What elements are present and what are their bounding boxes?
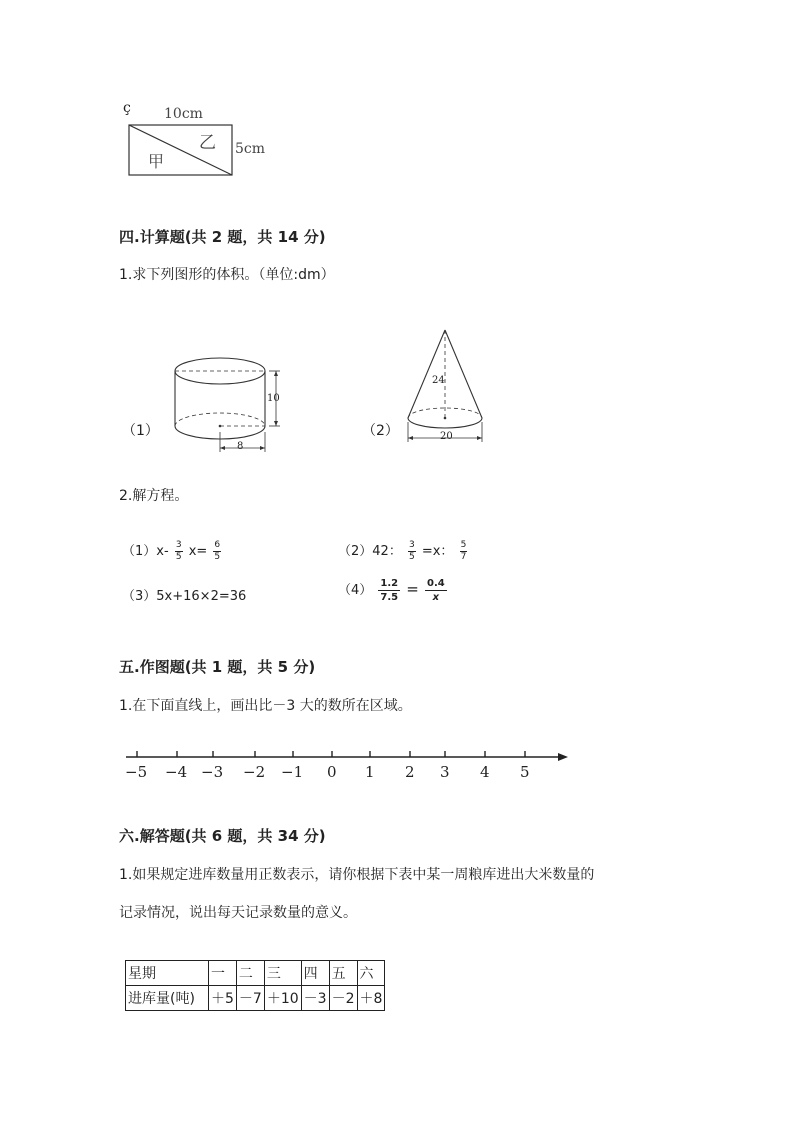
- eq4-f2-den: x: [432, 592, 440, 603]
- table-cell: －3: [301, 986, 329, 1011]
- eq2-fraction-2: [460, 540, 468, 563]
- eq1-f1-den: 5: [175, 552, 182, 562]
- table-cell: 进库量(吨): [126, 986, 209, 1011]
- eq4-fraction-2: [425, 577, 447, 604]
- number-line-tick-label: 0: [327, 763, 337, 781]
- record-table: [125, 960, 385, 1011]
- number-line: [120, 745, 580, 790]
- table-row: [126, 986, 385, 1011]
- equation-1: [122, 540, 223, 563]
- section6-q1-line2: 记录情况，说出每天记录数量的意义。: [119, 905, 357, 921]
- eq3-text: 5x+16×2=36: [156, 589, 247, 604]
- section4-q1: 1.求下列图形的体积。（单位:dm）: [119, 267, 335, 283]
- equation-2: [338, 540, 469, 563]
- cylinder-diagram: [120, 350, 320, 460]
- eq2-f2-num: 5: [460, 540, 467, 550]
- eq1-f2-den: 5: [214, 552, 221, 562]
- number-line-tick-label: 5: [520, 763, 530, 781]
- number-line-tick-label: −3: [201, 763, 224, 781]
- eq2-f2-den: 7: [460, 552, 467, 562]
- table-cell: ＋10: [264, 986, 301, 1011]
- eq1-f2-num: 6: [214, 540, 221, 550]
- table-cell: 五: [329, 961, 357, 986]
- eq2-fraction-1: [408, 540, 416, 563]
- equation-4: [338, 577, 449, 604]
- cone-diagram: [360, 328, 500, 448]
- eq4-f2-num: 0.4: [427, 578, 445, 589]
- table-cell: 二: [236, 961, 264, 986]
- eq1-f1-num: 3: [175, 540, 182, 550]
- table-row: [126, 961, 385, 986]
- number-line-tick-label: 2: [405, 763, 415, 781]
- equation-3: [122, 585, 246, 604]
- table-cell: ＋5: [209, 986, 237, 1011]
- table-cell: 四: [301, 961, 329, 986]
- eq3-label: （3）: [122, 589, 157, 604]
- section4-q2: 2.解方程。: [119, 488, 189, 504]
- table-cell: 六: [357, 961, 385, 986]
- eq4-f1-den: 7.5: [380, 592, 399, 603]
- eq4-f1-num: 1.2: [380, 578, 399, 589]
- section5-q1: 1.在下面直线上，画出比－3 大的数所在区域。: [119, 698, 412, 714]
- fig1-label: （1）: [122, 423, 159, 439]
- number-line-tick-label: −5: [125, 763, 148, 781]
- eq2-label: （2）: [338, 544, 373, 559]
- eq2-f1-num: 3: [408, 540, 415, 550]
- eq2-pre: 42：: [372, 544, 402, 559]
- table-cell: －2: [329, 986, 357, 1011]
- number-line-tick-label: 4: [480, 763, 490, 781]
- eq1-fraction-1: [175, 540, 183, 563]
- cylinder-figure: [120, 350, 320, 460]
- eq1-label: （1）: [122, 544, 157, 559]
- eq4-fraction-1: [378, 577, 400, 604]
- eq2-mid: =x：: [421, 544, 454, 559]
- rect-side-label: 5cm: [235, 141, 266, 157]
- eq2-f1-den: 5: [408, 552, 415, 562]
- number-line-tick-label: 1: [365, 763, 375, 781]
- fig2-height: 24: [432, 375, 445, 386]
- number-line-tick-label: −1: [281, 763, 304, 781]
- section5-heading: 五.作图题(共 1 题，共 5 分): [119, 658, 316, 676]
- eq1-fraction-2: [213, 540, 221, 563]
- rect-corner-mark: ç: [123, 100, 131, 116]
- rect-top-label: 10cm: [164, 106, 203, 122]
- rect-region-b: 乙: [199, 133, 216, 153]
- section4-heading: 四.计算题(共 2 题，共 14 分): [119, 228, 326, 246]
- rectangle-figure: [120, 100, 280, 185]
- number-line-axis: [120, 745, 580, 790]
- table-cell: －7: [236, 986, 264, 1011]
- section6-heading: 六.解答题(共 6 题，共 34 分): [119, 827, 326, 845]
- eq1-mid: x=: [188, 544, 208, 559]
- number-line-tick-label: −4: [165, 763, 188, 781]
- rect-region-a: 甲: [148, 152, 165, 171]
- fig2-diameter: 20: [440, 431, 453, 442]
- eq4-mid: =: [406, 580, 419, 598]
- fig1-height: 10: [267, 393, 280, 404]
- table-cell: 星期: [126, 961, 209, 986]
- section6-q1-line1: 1.如果规定进库数量用正数表示，请你根据下表中某一周粮库进出大米数量的: [119, 867, 595, 883]
- fig1-radius: 8: [237, 441, 244, 452]
- table-cell: 一: [209, 961, 237, 986]
- fig2-label: （2）: [362, 423, 399, 439]
- number-line-tick-label: −2: [243, 763, 266, 781]
- table-cell: ＋8: [357, 986, 385, 1011]
- cone-figure: [360, 328, 500, 448]
- table-cell: 三: [264, 961, 301, 986]
- eq1-pre: x-: [156, 544, 169, 559]
- number-line-tick-label: 3: [440, 763, 450, 781]
- eq4-label: （4）: [338, 583, 373, 598]
